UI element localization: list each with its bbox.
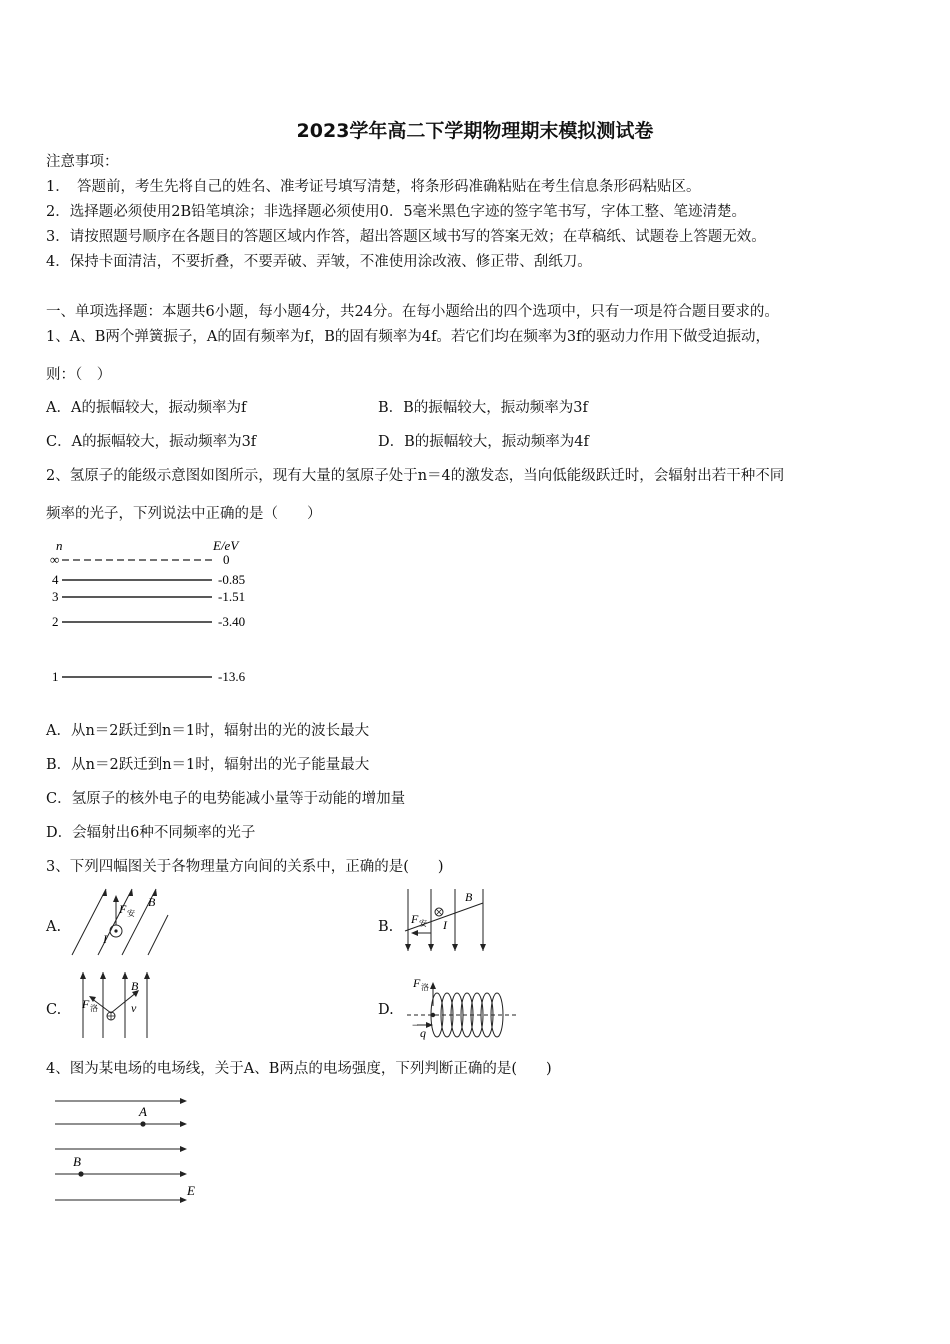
q2-stem: 2、氢原子的能级示意图如图所示，现有大量的氢原子处于n＝4的激发态，当向低能级跃迁时，会辐射出若干种不同 [46,468,785,484]
label-f-sub: 洛 [90,1004,98,1013]
energy-level-diagram [40,535,280,690]
section-heading: 一、单项选择题：本题共6小题，每小题4分，共24分。在每小题给出的四个选项中，只有一项是符合题目要求的。 [46,304,779,320]
e-header: E/eV [213,538,239,553]
q1-option-c: C．A的振幅较大，振动频率为3f [46,434,257,450]
q2-option-c: C．氢原子的核外电子的电势能减小量等于动能的增加量 [46,791,406,807]
q1-stem-cont: 则：（ ） [46,367,112,383]
label-b: B [148,895,156,909]
level-n: 2 [52,614,59,629]
level-n: 3 [52,589,59,604]
notice-item: 2．选择题必须使用2B铅笔填涂；非选择题必须使用0．5毫米黑色字迹的签字笔书写，字体工整、笔迹清楚。 [46,204,747,220]
label-f: F [119,902,127,916]
label-i: I [443,918,447,932]
label-b: B [465,890,473,904]
label-b: B [131,979,139,993]
label-a: A [139,1104,147,1119]
figure-d-solenoid [405,968,520,1040]
label-q: q [420,1026,426,1040]
q2-stem-cont: 频率的光子，下列说法中正确的是（ ） [46,506,322,522]
notice-heading: 注意事项： [46,154,119,170]
electric-field-diagram [50,1095,210,1210]
level-n: 4 [52,572,59,587]
n-header: n [56,538,63,553]
q4-stem: 4、图为某电场的电场线，关于A、B两点的电场强度，下列判断正确的是( ) [46,1061,552,1077]
level-energy: -0.85 [218,572,246,587]
label-f: F [82,997,90,1011]
q2-option-d: D．会辐射出6种不同频率的光子 [46,825,256,841]
q3-label-b: B. [378,919,394,935]
label-i: I [103,932,107,946]
level-energy: 0 [223,552,230,567]
minus-sign: − [412,1018,419,1032]
label-f-sub: 洛 [421,983,429,992]
label-b: B [73,1154,81,1169]
figure-b-magnetic-force [403,885,493,955]
figure-c-lorentz-force [75,968,165,1040]
q1-option-b: B．B的振幅较大，振动频率为3f [378,400,588,416]
notice-item: 4．保持卡面清洁，不要折叠，不要弄破、弄皱，不准使用涂改液、修正带、刮纸刀。 [46,254,592,270]
label-e: E [187,1183,195,1198]
page-title: 2023学年高二下学期物理期末模拟测试卷 [296,120,654,142]
q1-option-d: D．B的振幅较大，振动频率为4f [378,434,589,450]
label-f: F [413,976,421,990]
q3-label-a: A. [46,919,62,935]
label-v: v [131,1001,137,1015]
label-f: F [411,912,419,926]
q1-option-a: A．A的振幅较大，振动频率为f [46,400,247,416]
q3-label-c: C. [46,1002,62,1018]
notice-item: 3．请按照题号顺序在各题目的答题区域内作答，超出答题区域书写的答案无效；在草稿纸、试题卷上答题无效。 [46,229,766,245]
q2-option-b: B．从n＝2跃迁到n＝1时，辐射出的光子能量最大 [46,757,370,773]
label-f-sub: 安 [419,919,427,928]
q1-stem: 1、A、B两个弹簧振子，A的固有频率为f，B的固有频率为4f。若它们均在频率为3f的驱动力作用下做受迫振动， [46,329,771,345]
level-n: ∞ [50,552,60,567]
level-energy: -13.6 [218,669,246,684]
label-f-sub: 安 [127,909,135,918]
q3-label-d: D. [378,1002,394,1018]
point-b [78,1171,83,1176]
point-a [140,1121,145,1126]
q2-option-a: A．从n＝2跃迁到n＝1时，辐射出的光的波长最大 [46,723,370,739]
level-energy: -3.40 [218,614,246,629]
notice-item: 1． 答题前，考生先将自己的姓名、准考证号填写清楚，将条形码准确粘贴在考生信息条形码粘贴区。 [46,179,701,195]
q3-stem: 3、下列四幅图关于各物理量方向间的关系中，正确的是( ) [46,859,444,875]
level-energy: -1.51 [218,589,246,604]
figure-a-magnetic-force [70,885,170,960]
level-n: 1 [52,669,59,684]
